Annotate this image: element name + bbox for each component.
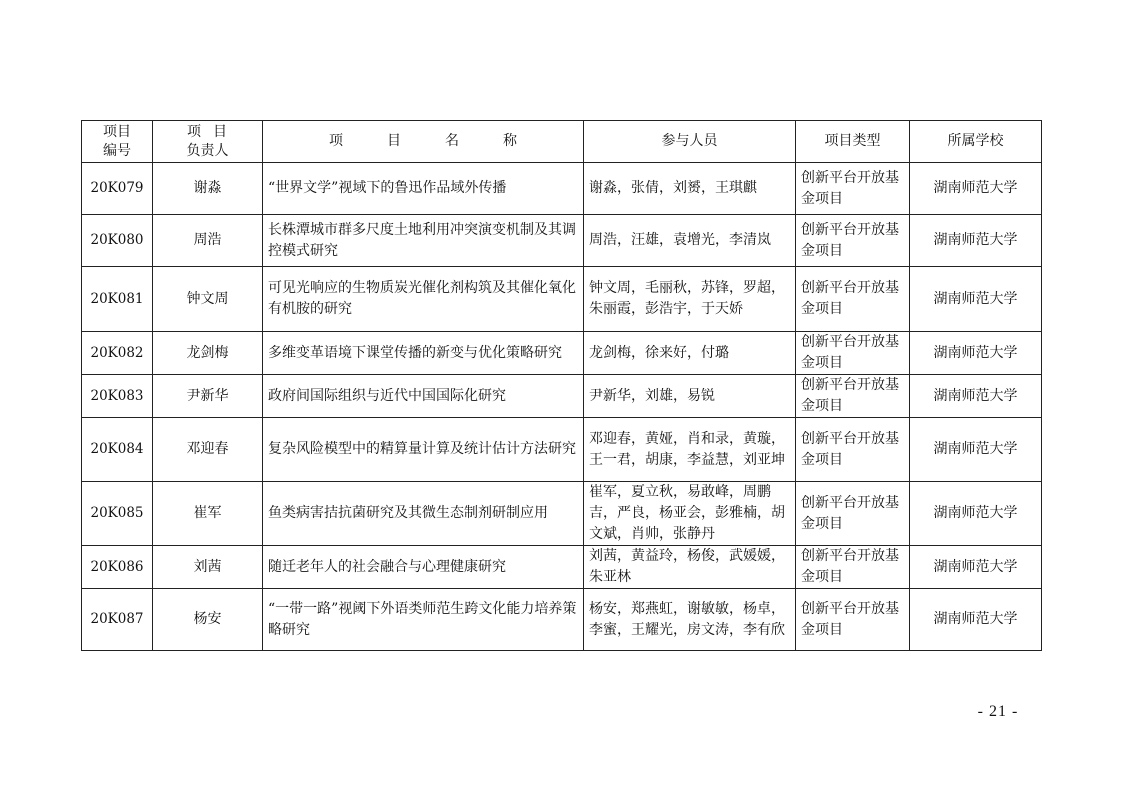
project-members: 周浩，汪雄，袁增光，李清岚 xyxy=(584,215,796,267)
project-number: 20K081 xyxy=(82,267,153,332)
table-row xyxy=(82,589,1042,651)
project-table xyxy=(81,120,1042,651)
header-name-char: 目 xyxy=(387,133,401,149)
header-project-name xyxy=(263,121,584,163)
project-type: 创新平台开放基金项目 xyxy=(796,546,910,589)
project-school: 湖南师范大学 xyxy=(910,215,1042,267)
project-type: 创新平台开放基金项目 xyxy=(796,482,910,546)
table-row xyxy=(82,332,1042,375)
header-name-char: 称 xyxy=(503,133,517,149)
project-members: 刘茜，黄益玲，杨俊，武媛媛，朱亚林 xyxy=(584,546,796,589)
project-school: 湖南师范大学 xyxy=(910,267,1042,332)
project-leader: 龙剑梅 xyxy=(153,332,263,375)
project-members: 钟文周，毛丽秋，苏锋，罗超，朱丽霞，彭浩宇，于天娇 xyxy=(584,267,796,332)
table-row xyxy=(82,482,1042,546)
project-number: 20K080 xyxy=(82,215,153,267)
project-number: 20K085 xyxy=(82,482,153,546)
project-school: 湖南师范大学 xyxy=(910,163,1042,215)
project-members: 崔军，夏立秋，易敢峰，周鹏吉，严良，杨亚会，彭雅楠，胡文斌，肖帅，张静丹 xyxy=(584,482,796,546)
project-type: 创新平台开放基金项目 xyxy=(796,375,910,418)
header-name-char: 项 xyxy=(329,133,343,149)
project-members: 杨安，郑燕虹，谢敏敏，杨卓，李蜜，王耀光，房文涛，李有欣 xyxy=(584,589,796,651)
project-title: 多维变革语境下课堂传播的新变与优化策略研究 xyxy=(263,332,584,375)
table-row xyxy=(82,418,1042,482)
project-number: 20K084 xyxy=(82,418,153,482)
header-project-number xyxy=(82,121,153,163)
project-school: 湖南师范大学 xyxy=(910,589,1042,651)
table-row xyxy=(82,215,1042,267)
project-type: 创新平台开放基金项目 xyxy=(796,418,910,482)
project-leader: 邓迎春 xyxy=(153,418,263,482)
header-number-line2: 编号 xyxy=(103,142,131,159)
project-leader: 尹新华 xyxy=(153,375,263,418)
project-members: 谢淼，张倩，刘赟，王琪麒 xyxy=(584,163,796,215)
project-school: 湖南师范大学 xyxy=(910,546,1042,589)
project-leader: 钟文周 xyxy=(153,267,263,332)
project-title: 鱼类病害拮抗菌研究及其微生态制剂研制应用 xyxy=(263,482,584,546)
table-row xyxy=(82,267,1042,332)
table-header-row xyxy=(82,121,1042,163)
project-title: 随迁老年人的社会融合与心理健康研究 xyxy=(263,546,584,589)
project-type: 创新平台开放基金项目 xyxy=(796,267,910,332)
project-members: 龙剑梅，徐来好，付璐 xyxy=(584,332,796,375)
project-school: 湖南师范大学 xyxy=(910,375,1042,418)
table-row xyxy=(82,163,1042,215)
project-title: “世界文学”视域下的鲁迅作品域外传播 xyxy=(263,163,584,215)
header-project-type: 项目类型 xyxy=(796,121,910,163)
header-leader-line1: 项 目 xyxy=(187,123,228,140)
project-leader: 杨安 xyxy=(153,589,263,651)
project-school: 湖南师范大学 xyxy=(910,482,1042,546)
project-title: 长株潭城市群多尺度土地利用冲突演变机制及其调控模式研究 xyxy=(263,215,584,267)
header-members: 参与人员 xyxy=(584,121,796,163)
project-type: 创新平台开放基金项目 xyxy=(796,589,910,651)
project-type: 创新平台开放基金项目 xyxy=(796,332,910,375)
header-name-char: 名 xyxy=(445,133,459,149)
project-number: 20K079 xyxy=(82,163,153,215)
table-row xyxy=(82,375,1042,418)
project-number: 20K087 xyxy=(82,589,153,651)
project-title: 复杂风险模型中的精算量计算及统计估计方法研究 xyxy=(263,418,584,482)
project-title: 可见光响应的生物质炭光催化剂构筑及其催化氧化有机胺的研究 xyxy=(263,267,584,332)
page-number: - 21 - xyxy=(977,703,1019,720)
project-leader: 周浩 xyxy=(153,215,263,267)
project-leader: 刘茜 xyxy=(153,546,263,589)
project-leader: 谢淼 xyxy=(153,163,263,215)
project-title: “一带一路”视阈下外语类师范生跨文化能力培养策略研究 xyxy=(263,589,584,651)
header-leader-line2: 负责人 xyxy=(186,142,229,159)
project-members: 尹新华，刘雄，易锐 xyxy=(584,375,796,418)
project-members: 邓迎春，黄娅，肖和录，黄璇，王一君，胡康，李益慧，刘亚坤 xyxy=(584,418,796,482)
header-project-leader xyxy=(153,121,263,163)
project-number: 20K086 xyxy=(82,546,153,589)
project-leader: 崔军 xyxy=(153,482,263,546)
project-type: 创新平台开放基金项目 xyxy=(796,163,910,215)
project-number: 20K083 xyxy=(82,375,153,418)
project-school: 湖南师范大学 xyxy=(910,418,1042,482)
header-number-line1: 项目 xyxy=(103,123,131,140)
header-school: 所属学校 xyxy=(910,121,1042,163)
table-row xyxy=(82,546,1042,589)
project-type: 创新平台开放基金项目 xyxy=(796,215,910,267)
project-school: 湖南师范大学 xyxy=(910,332,1042,375)
project-title: 政府间国际组织与近代中国国际化研究 xyxy=(263,375,584,418)
project-number: 20K082 xyxy=(82,332,153,375)
